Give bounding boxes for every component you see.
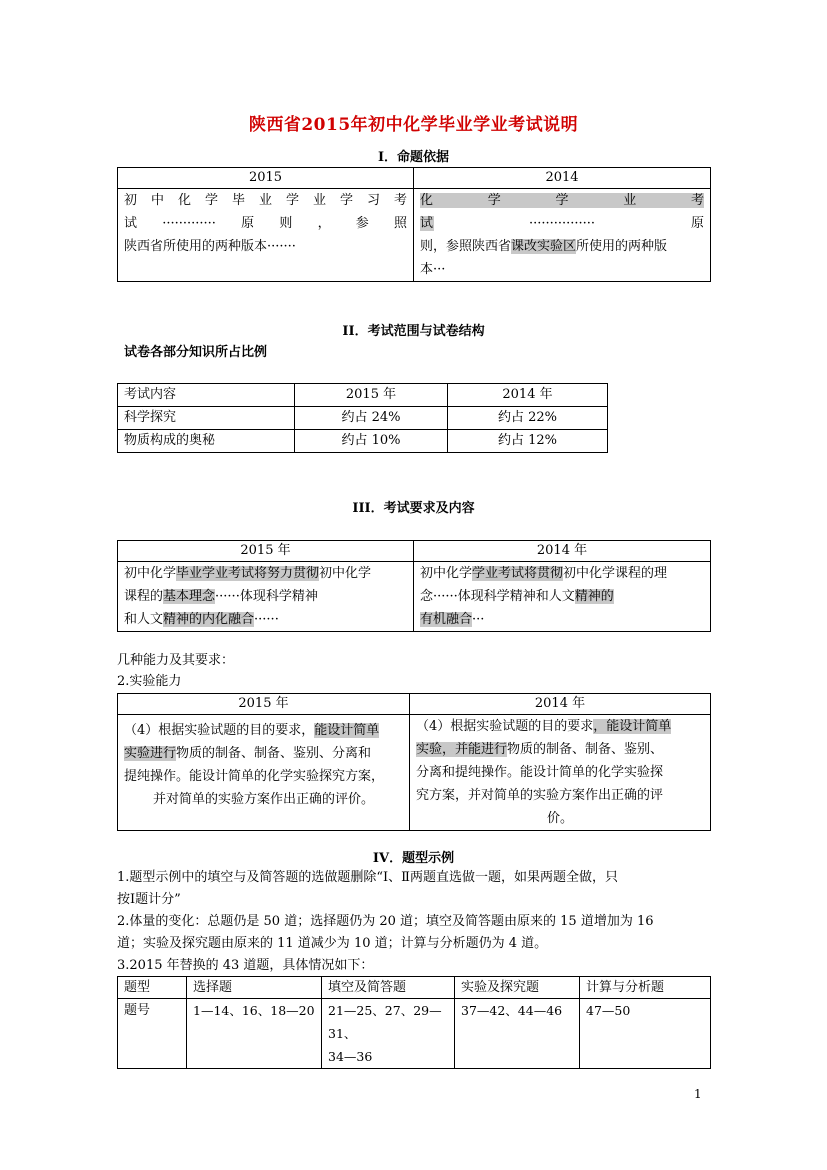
experiment-2015-cell	[118, 715, 410, 831]
section-2-subheading: 试卷各部分知识所占比例	[124, 345, 268, 360]
highlight: ，能设计简单	[593, 719, 672, 734]
highlight: 实验，并能进行	[416, 742, 508, 757]
header-2014: 2014 年	[414, 541, 711, 562]
basis-2014-line1	[420, 189, 704, 212]
basis-2014-line2-text: 试················原	[420, 216, 704, 231]
exp-2015-line3: 提纯操作。能设计简单的化学实验探究方案，	[124, 769, 385, 784]
basis-2014-line1-text: 化 学 学 业 考	[420, 193, 704, 208]
header-2015: 2015 年	[118, 694, 410, 715]
type-header: 计算与分析题	[580, 977, 711, 999]
exp-2015-line2	[124, 742, 403, 765]
header-2015: 2015	[118, 168, 414, 189]
text: ···	[472, 612, 485, 627]
basis-2015-line1: 初中化学毕业学业学习考	[124, 193, 407, 208]
highlight: 有机融合	[420, 612, 473, 627]
text: 初中化学课程的理	[563, 566, 668, 581]
header-2014: 2014 年	[410, 694, 711, 715]
section-2-heading: II．考试范围与试卷结构	[342, 324, 485, 339]
basis-2014-line3a: 则，参照陕西省	[420, 239, 512, 254]
item1-line1: 1.题型示例中的填空与及简答题的选做题删除“Ⅰ、Ⅱ两题直选做一题，如果两题全做，只	[117, 870, 619, 885]
ratio-row-label: 科学探究	[118, 407, 295, 430]
basis-2014-line3b: 所使用的两种版	[576, 239, 668, 254]
type-row-value: 37—42、44—46	[455, 999, 580, 1069]
highlight: 精神的内化融合	[163, 612, 255, 627]
basis-2014-line3-hl: 课改实验区	[511, 239, 577, 254]
requirement-2014-line1	[420, 562, 704, 585]
text: ······体现科学精神	[215, 589, 318, 604]
ability-intro: 几种能力及其要求：	[117, 653, 235, 668]
ratio-row-2014: 约占 22%	[448, 407, 608, 430]
highlight: 毕业学业考试将努力贯彻	[176, 566, 320, 581]
section-1-heading: I．命题依据	[377, 150, 450, 165]
basis-2014-line4: 本···	[420, 262, 446, 277]
exp-2014-line3: 分离和提纯操作。能设计简单的化学实验探	[416, 765, 664, 780]
type-header: 题型	[118, 977, 187, 999]
ratio-row-2015: 约占 10%	[295, 430, 448, 453]
experiment-2014-cell	[410, 715, 711, 831]
type-row-label: 题号	[118, 999, 187, 1069]
text: 物质的制备、制备、鉴别、分离和	[176, 746, 372, 761]
section-1-table	[117, 167, 711, 282]
basis-2015-cell	[118, 189, 414, 282]
type-row-value: 47—50	[580, 999, 711, 1069]
text: 和人文	[124, 612, 164, 627]
ability-item: 2.实验能力	[117, 674, 182, 689]
item1-line2: 按Ⅰ题计分”	[117, 892, 181, 907]
exp-2014-line5: 价。	[546, 811, 573, 826]
section-2-table	[117, 383, 608, 453]
text: 念······体现科学精神和人文	[420, 589, 575, 604]
section-3-heading: III．考试要求及内容	[352, 501, 475, 516]
requirement-2015-line1	[124, 562, 407, 585]
requirement-2014-cell	[414, 562, 711, 632]
item2-line1: 2.体量的变化：总题仍是 50 道；选择题仍为 20 道；填空及简答题由原来的 15 道增加为 16	[117, 914, 654, 929]
text: （4）根据实验试题的目的要求	[416, 719, 594, 734]
header-2015: 2015 年	[118, 541, 414, 562]
type-header: 填空及简答题	[322, 977, 455, 999]
type-header: 选择题	[187, 977, 322, 999]
text: （4）根据实验试题的目的要求，	[124, 723, 315, 738]
exp-2015-line1	[124, 719, 403, 742]
ratio-row-label: 物质构成的奥秘	[118, 430, 295, 453]
text: 课程的	[124, 589, 164, 604]
ratio-header-2014: 2014 年	[448, 384, 608, 407]
ratio-row-2014: 约占 12%	[448, 430, 608, 453]
question-type-table	[117, 976, 711, 1069]
requirement-2015-cell	[118, 562, 414, 632]
text: 初中化学	[319, 566, 372, 581]
basis-2014-line2	[420, 212, 704, 235]
text: 初中化学	[420, 566, 473, 581]
requirement-2014-line2	[420, 585, 704, 608]
item3: 3.2015 年替换的 43 道题，具体情况如下：	[117, 958, 374, 973]
section-4-heading: IV．题型示例	[372, 851, 455, 866]
experiment-table	[117, 693, 711, 831]
exp-2014-line2	[416, 738, 704, 761]
highlight: 能设计简单	[314, 723, 380, 738]
basis-2015-line2: 试·············原则，参照	[124, 216, 407, 231]
text: ······	[254, 612, 279, 627]
type-header: 实验及探究题	[455, 977, 580, 999]
exp-2014-line1	[416, 715, 704, 738]
requirement-2015-line3	[124, 608, 407, 631]
document-title: 陕西省2015年初中化学毕业学业考试说明	[248, 115, 579, 135]
type-row-value: 21—25、27、29—31、	[328, 1003, 442, 1041]
text: 物质的制备、制备、鉴别、	[507, 742, 664, 757]
basis-2014-line3	[420, 235, 704, 258]
text: 初中化学	[124, 566, 177, 581]
type-row-value-cell	[322, 999, 455, 1069]
requirement-2015-line2	[124, 585, 407, 608]
ratio-header-content: 考试内容	[118, 384, 295, 407]
ratio-header-2015: 2015 年	[295, 384, 448, 407]
highlight: 实验进行	[124, 746, 177, 761]
section-3-table	[117, 540, 711, 632]
item2-line2: 道；实验及探究题由原来的 11 道减少为 10 道；计算与分析题仍为 4 道。	[117, 936, 548, 951]
ratio-row-2015: 约占 24%	[295, 407, 448, 430]
exp-2014-line4: 究方案，并对简单的实验方案作出正确的评	[416, 788, 664, 803]
type-row-value-cont: 34—36	[328, 1049, 373, 1064]
basis-2014-cell	[414, 189, 711, 282]
basis-2015-line3: 陕西省所使用的两种版本·······	[124, 239, 296, 254]
page-number: 1	[694, 1087, 702, 1101]
highlight: 基本理念	[163, 589, 216, 604]
highlight: 精神的	[574, 589, 614, 604]
highlight: 学业考试将贯彻	[472, 566, 564, 581]
header-2014: 2014	[414, 168, 711, 189]
exp-2015-line4: 并对简单的实验方案作出正确的评价。	[152, 792, 374, 807]
requirement-2014-line3	[420, 608, 704, 631]
type-row-value: 1—14、16、18—20	[187, 999, 322, 1069]
